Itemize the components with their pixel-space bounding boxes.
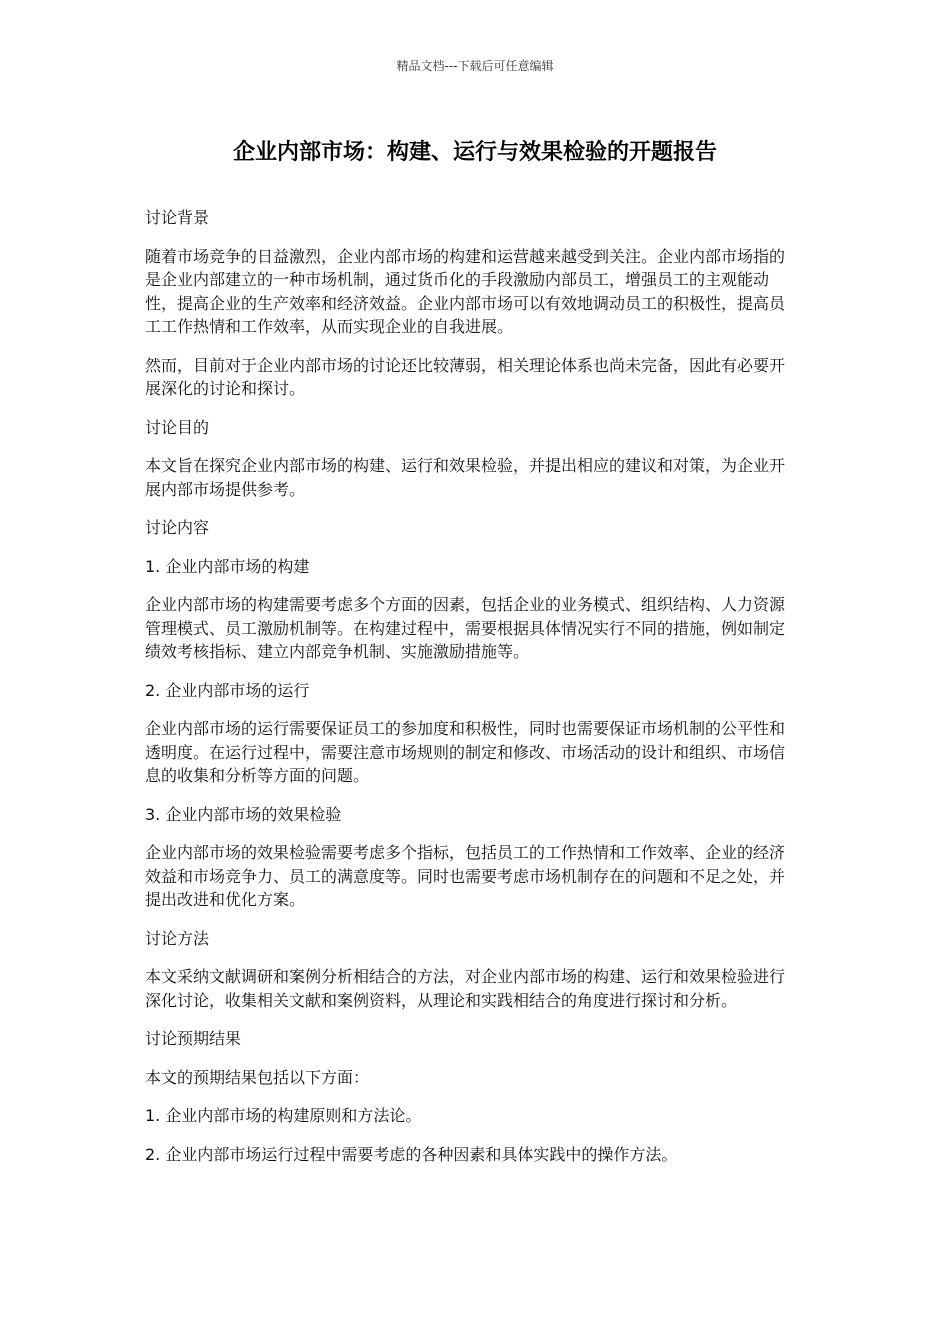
paragraph-effect-test: 企业内部市场的效果检验需要考虑多个指标，包括员工的工作热情和工作效率、企业的经济效益和市场竞争力、员工的满意度等。同时也需要考虑市场机制存在的问题和不足之处，并提出改进和优化方案。 [145,843,786,909]
section-heading-purpose: 讨论目的 [145,417,210,437]
section-heading-background: 讨论背景 [145,208,210,227]
paragraph-expected-intro: 本文的预期结果包括以下方面： [145,1067,370,1087]
paragraph-background-1: 随着市场竞争的日益激烈，企业内部市场的构建和运营越来越受到关注。企业内部市场指的是企业内部建立的一种市场机制，通过货币化的手段激励内部员工，增强员工的主观能动性，提高企业的生产效率和经济效益。企业内部市场可以有效地调动员工的积极性，提高员工工作热情和工作效率，从而实现企业的自我进展。 [145,246,786,336]
section-heading-method: 讨论方法 [145,928,210,948]
paragraph-method: 本文采纳文献调研和案例分析相结合的方法，对企业内部市场的构建、运行和效果检验进行深化讨论，收集相关文献和案例资料，从理论和实践相结合的角度进行探讨和分析。 [145,967,786,1010]
paragraph-purpose: 本文旨在探究企业内部市场的构建、运行和效果检验，并提出相应的建议和对策，为企业开展内部市场提供参考。 [145,456,786,499]
subheading-effect-test: 3. 企业内部市场的效果检验 [145,804,342,824]
subheading-construction: 1. 企业内部市场的构建 [145,556,310,576]
subheading-operation: 2. 企业内部市场的运行 [145,680,310,700]
expected-result-item-2: 2. 企业内部市场运行过程中需要考虑的各种因素和具体实践中的操作方法。 [145,1144,678,1164]
document-body [145,206,795,1181]
page-header: 精品文档---下载后可任意编辑 [396,59,554,73]
document-title: 企业内部市场：构建、运行与效果检验的开题报告 [232,140,717,165]
paragraph-construction: 企业内部市场的构建需要考虑多个方面的因素，包括企业的业务模式、组织结构、人力资源管理模式、员工激励机制等。在构建过程中，需要根据具体情况实行不同的措施，例如制定绩效考核指标、建立内部竞争机制、实施激励措施等。 [145,595,786,661]
section-heading-expected-results: 讨论预期结果 [145,1029,242,1048]
paragraph-operation: 企业内部市场的运行需要保证员工的参加度和积极性，同时也需要保证市场机制的公平性和透明度。在运行过程中，需要注意市场规则的制定和修改、市场活动的设计和组织、市场信息的收集和分析等方面的问题。 [145,719,786,785]
expected-result-item-1: 1. 企业内部市场的构建原则和方法论。 [145,1106,422,1125]
paragraph-background-2: 然而，目前对于企业内部市场的讨论还比较薄弱，相关理论体系也尚未完备，因此有必要开展深化的讨论和探讨。 [145,355,786,398]
section-heading-content: 讨论内容 [145,518,210,537]
